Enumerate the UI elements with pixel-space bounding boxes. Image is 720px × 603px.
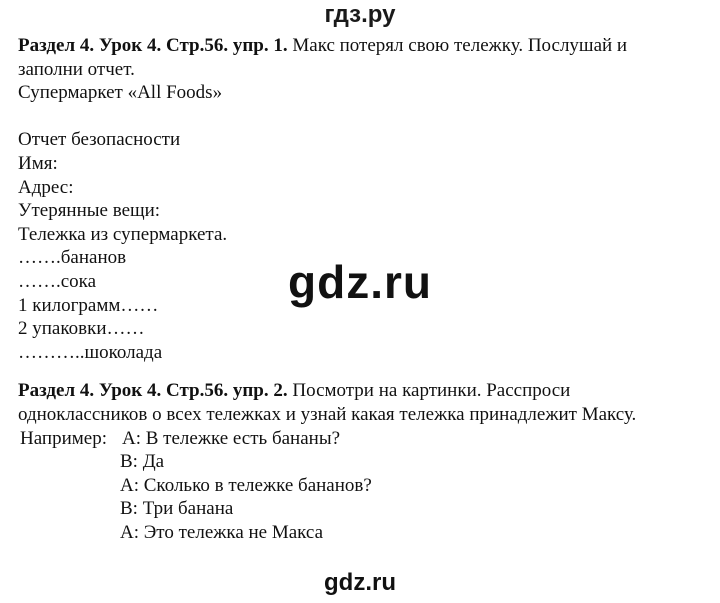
document-body bbox=[18, 34, 708, 544]
exercise-2 bbox=[18, 379, 708, 544]
list-item: …….сока bbox=[18, 270, 97, 292]
exercise-2-heading: Раздел 4. Урок 4. Стр.56. упр. 2. bbox=[18, 380, 288, 402]
exercise-1-instruction bbox=[18, 34, 708, 58]
list-item: 2 упаковки…… bbox=[18, 318, 145, 340]
dialog-text: A: В тележке есть бананы? bbox=[122, 427, 341, 449]
exercise-2-instruction-text: Посмотри на картинки. Расспроси bbox=[287, 380, 571, 402]
dialog-line: B: Да bbox=[120, 451, 165, 473]
dialog-line bbox=[18, 427, 708, 451]
name-label: Имя: bbox=[18, 152, 58, 174]
spacer bbox=[18, 364, 708, 379]
dialog-line: A: Это тележка не Макса bbox=[120, 521, 324, 543]
exercise-1-instruction-text: Макс потерял свою тележку. Послушай и bbox=[287, 35, 628, 56]
address-label: Адрес: bbox=[18, 176, 74, 198]
spacer bbox=[18, 105, 708, 129]
example-label: Например: bbox=[20, 427, 107, 449]
watermark-center: gdz.ru bbox=[288, 256, 432, 308]
exercise-1-instruction-continued: заполни отчет. bbox=[18, 58, 135, 80]
watermark-footer: gdz.ru bbox=[324, 569, 396, 596]
list-item: Тележка из супермаркета. bbox=[18, 223, 228, 245]
list-item: …….бананов bbox=[18, 247, 127, 269]
exercise-1-heading: Раздел 4. Урок 4. Стр.56. упр. 1. bbox=[18, 35, 288, 56]
list-item: ………..шоколада bbox=[18, 341, 163, 363]
exercise-1 bbox=[18, 34, 708, 364]
form-title: Отчет безопасности bbox=[18, 129, 181, 151]
store-name: Супермаркет «All Foods» bbox=[18, 82, 223, 104]
list-item: 1 килограмм…… bbox=[18, 294, 159, 316]
site-header: гдз.ру bbox=[324, 1, 396, 28]
dialog-line: A: Сколько в тележке бананов? bbox=[120, 474, 372, 496]
lost-items-label: Утерянные вещи: bbox=[18, 200, 161, 222]
dialog-line: B: Три банана bbox=[120, 498, 234, 520]
exercise-2-instruction-continued: одноклассников о всех тележках и узнай какая тележка принадлежит Максу. bbox=[18, 403, 637, 425]
exercise-2-instruction bbox=[18, 379, 708, 403]
